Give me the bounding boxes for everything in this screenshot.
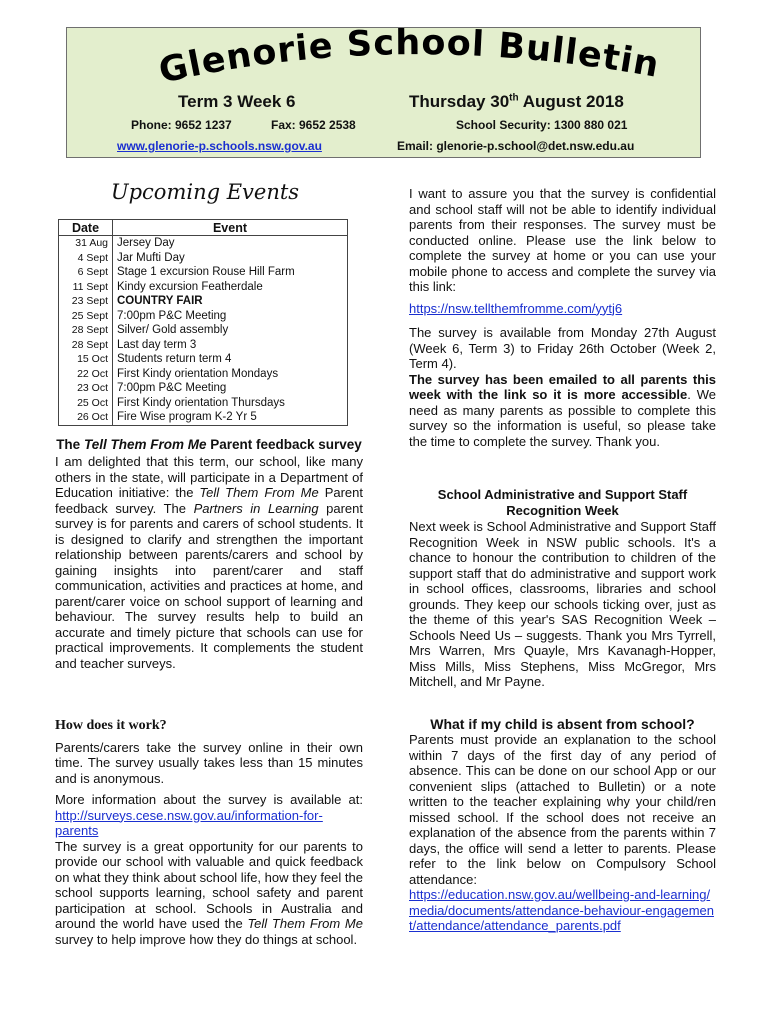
event-name: Jersey Day	[113, 236, 348, 251]
event-date: 26 Oct	[59, 410, 113, 425]
event-name: Jar Mufti Day	[113, 251, 348, 266]
event-row	[59, 338, 348, 353]
emailed-paragraph: The survey has been emailed to all parents this week with the link so it is more accessible. We need as many parents as possible to complete this survey so the information is useful, so please take the time to complete the survey. Thank you.	[409, 371, 716, 449]
how-paragraph-2: More information about the survey is available at: http://surveys.cese.nsw.gov.au/information-for-parents	[55, 792, 363, 838]
event-row	[59, 323, 348, 338]
svg-text:Glenorie School Bulletin	[155, 28, 662, 92]
event-row	[59, 367, 348, 382]
event-name: Students return term 4	[113, 352, 348, 367]
ttfm-paragraph: I am delighted that this term, our school, like many others in the state, will participate in a Department of Education initiative: the Tell Them From Me Parent feedback survey. The Partners in Learning parent survey is for parents and carers of school students. It is designed to clarify and strengthen the important relationship between parents/carers and school by gaining insights into parent/carer and staff communication, activities and practices at home, and parent/carer voice on school support of learning and behaviour. The survey results help to build an accurate and timely picture that schools can use for practical improvements. It complements the student and teacher surveys.	[55, 454, 363, 671]
fax: Fax: 9652 2538	[271, 118, 356, 132]
term-week: Term 3 Week 6	[178, 92, 296, 111]
event-date: 31 Aug	[59, 236, 113, 251]
col-date: Date	[59, 220, 113, 236]
sas-heading: School Administrative and Support Staff Recognition Week	[437, 487, 688, 518]
event-name: COUNTRY FAIR	[113, 294, 348, 309]
ttfm-heading: The Tell Them From Me Parent feedback survey	[56, 437, 362, 452]
confidential-paragraph: I want to assure you that the survey is confidential and school staff will not be able to identify individual parents from their responses. The survey must be conducted online. Please use the link below to complete the survey at home or you can use your mobile phone to access and complete the survey via this link:	[409, 186, 716, 294]
event-row	[59, 280, 348, 295]
event-row	[59, 352, 348, 367]
event-name: Last day term 3	[113, 338, 348, 353]
event-name: 7:00pm P&C Meeting	[113, 381, 348, 396]
event-row	[59, 410, 348, 425]
event-row	[59, 251, 348, 266]
event-name: First Kindy orientation Mondays	[113, 367, 348, 382]
event-date: 28 Sept	[59, 338, 113, 353]
event-date: 23 Oct	[59, 381, 113, 396]
event-date: 28 Sept	[59, 323, 113, 338]
school-security: School Security: 1300 880 021	[456, 118, 628, 132]
absent-paragraph: Parents must provide an explanation to the school within 7 days of the first day of any period of absence. This can be done on our school App or our convenient slips (attached to Bulletin) or a note written to the teacher explaining why your child/ren missed school. If the school does not receive an explanation of the absence from the parents within 7 days, the office will send a letter to parents. Please refer to the link below on Compulsory School attendance:	[409, 732, 716, 887]
title-text: Glenorie School Bulletin	[155, 28, 663, 92]
website-link[interactable]: www.glenorie-p.schools.nsw.gov.au	[117, 139, 322, 153]
event-row	[59, 265, 348, 280]
phone: Phone: 9652 1237	[131, 118, 232, 132]
bulletin-title	[67, 28, 702, 98]
survey-link[interactable]: https://nsw.tellthemfromme.com/yytj6	[409, 300, 623, 316]
event-date: 11 Sept	[59, 280, 113, 295]
event-name: Kindy excursion Featherdale	[113, 280, 348, 295]
events-body	[59, 236, 348, 426]
event-date: 23 Sept	[59, 294, 113, 309]
how-heading: How does it work?	[55, 718, 167, 733]
event-date: 25 Sept	[59, 309, 113, 324]
attendance-link[interactable]: https://education.nsw.gov.au/wellbeing-and-learning/media/documents/attendance-behaviour-engagement/attendance/attendance_parents.pdf	[409, 887, 714, 933]
sas-section	[409, 487, 716, 696]
event-name: Silver/ Gold assembly	[113, 323, 348, 338]
event-name: Stage 1 excursion Rouse Hill Farm	[113, 265, 348, 280]
event-date: 22 Oct	[59, 367, 113, 382]
absent-heading: What if my child is absent from school?	[430, 716, 695, 732]
event-row	[59, 236, 348, 251]
event-row	[59, 381, 348, 396]
survey-info-link[interactable]: http://surveys.cese.nsw.gov.au/information-for-parents	[55, 807, 323, 838]
confidential-section	[409, 186, 716, 455]
event-date: 15 Oct	[59, 352, 113, 367]
col-event: Event	[113, 220, 348, 236]
absent-section	[409, 716, 716, 940]
event-date: 25 Oct	[59, 396, 113, 411]
event-name: Fire Wise program K-2 Yr 5	[113, 410, 348, 425]
availability-paragraph: The survey is available from Monday 27th August (Week 6, Term 3) to Friday 26th October (Week 2, Term 4).	[409, 325, 716, 371]
email: Email: glenorie-p.school@det.nsw.edu.au	[397, 139, 635, 153]
events-table	[58, 219, 348, 426]
bulletin-header	[66, 27, 701, 158]
bulletin-date: Thursday 30th August 2018	[409, 92, 624, 111]
how-section	[55, 718, 363, 953]
how-paragraph-1: Parents/carers take the survey online in their own time. The survey usually takes less than 15 minutes and is anonymous.	[55, 739, 363, 786]
event-name: 7:00pm P&C Meeting	[113, 309, 348, 324]
how-paragraph-3: The survey is a great opportunity for our parents to provide our school with valuable and quick feedback on what they think about school life, how they feel the school supports learning, school safety and parent participation at school. Schools in Australia and around the world have used the Tell Them From Me survey to help improve how they do things at school.	[55, 838, 363, 947]
events-header-row	[59, 220, 348, 236]
event-row	[59, 396, 348, 411]
ttfm-section	[55, 437, 363, 677]
sas-paragraph: Next week is School Administrative and Support Staff Recognition Week in NSW public schools. It's a chance to honour the contribution to children of the support staff that do administrative and support work in school offices, classrooms, libraries and school grounds. They keep our schools ticking over, just as the theme of this year's SAS Recognition Week – Schools Need Us – suggests. Thank you Mrs Tyrrell, Mrs Warren, Mrs Quayle, Mrs Kavanagh-Hopper, Miss Mills, Miss Stephens, Miss McGregor, Mrs Mitchell, and Mr Payne.	[409, 519, 716, 689]
upcoming-events-title: Upcoming Events	[110, 180, 300, 204]
event-row	[59, 309, 348, 324]
event-name: First Kindy orientation Thursdays	[113, 396, 348, 411]
event-date: 6 Sept	[59, 265, 113, 280]
event-date: 4 Sept	[59, 251, 113, 266]
event-row	[59, 294, 348, 309]
